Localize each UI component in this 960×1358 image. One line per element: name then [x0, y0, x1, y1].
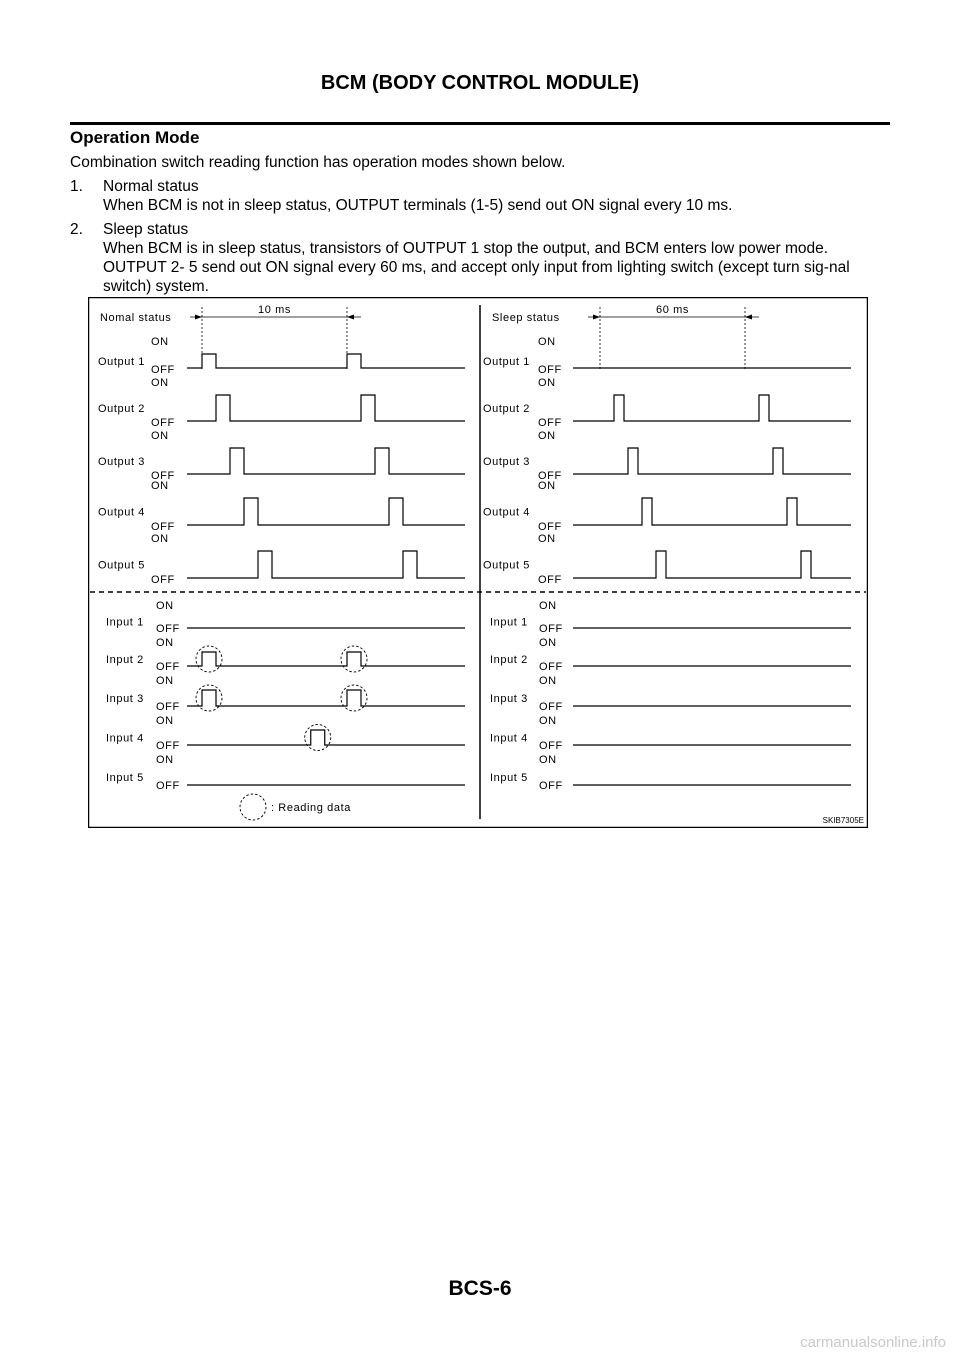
input-label: Input 4 — [490, 732, 528, 745]
off-label: OFF — [156, 740, 180, 752]
on-label: ON — [151, 480, 169, 492]
output-signal-waveform — [573, 448, 851, 474]
panel-title: Nomal status — [100, 312, 172, 324]
on-label: ON — [151, 336, 169, 348]
page-header-title: BCM (BODY CONTROL MODULE) — [320, 72, 640, 94]
on-label: ON — [156, 715, 174, 727]
interval-label: 60 ms — [656, 304, 689, 316]
legend-label: : Reading data — [271, 802, 351, 814]
input-label: Input 3 — [490, 693, 528, 705]
output-label: Output 3 — [483, 456, 530, 468]
off-label: OFF — [156, 661, 180, 673]
off-label: OFF — [539, 780, 563, 792]
figure-frame — [89, 298, 868, 828]
output-signal-waveform — [187, 354, 465, 368]
timing-diagram-figure — [88, 297, 868, 828]
off-label: OFF — [538, 417, 562, 429]
off-label: OFF — [539, 740, 563, 752]
output-signal-waveform — [573, 395, 851, 421]
on-label: ON — [539, 600, 557, 612]
input-signal-waveform — [187, 652, 465, 666]
reading-data-marker — [196, 646, 222, 672]
reading-data-marker — [305, 725, 331, 751]
list-item-description: When BCM is in sleep status, transistors of OUTPUT 1 stop the output, and BCM enters low power mode. OUTPUT 2- 5 send out ON signal every 60 ms, and accept only input from lighting switch (except turn sig-nal switch) system. — [103, 240, 850, 295]
input-label: Input 2 — [490, 654, 528, 666]
output-label: Output 4 — [98, 506, 145, 519]
off-label: OFF — [538, 470, 562, 482]
input-signal-waveform — [187, 690, 465, 706]
off-label: OFF — [156, 623, 180, 635]
on-label: ON — [538, 430, 556, 442]
off-label: OFF — [538, 364, 562, 376]
output-label: Output 1 — [98, 356, 145, 368]
list-item-title: Sleep status — [103, 221, 189, 238]
list-item-description: When BCM is not in sleep status, OUTPUT terminals (1-5) send out ON signal every 10 ms. — [103, 197, 733, 214]
off-label: OFF — [538, 574, 562, 586]
on-label: ON — [539, 637, 557, 649]
on-label: ON — [538, 336, 556, 348]
output-signal-waveform — [573, 551, 851, 578]
output-signal-waveform — [187, 498, 465, 525]
timing-diagram — [88, 297, 868, 828]
input-label: Input 5 — [490, 772, 528, 784]
off-label: OFF — [151, 417, 175, 429]
header-rule — [70, 122, 890, 125]
off-label: OFF — [539, 661, 563, 673]
on-label: ON — [538, 480, 556, 492]
on-label: ON — [156, 754, 174, 766]
legend-reading-data-icon — [240, 794, 266, 820]
output-label: Output 3 — [98, 456, 145, 468]
off-label: OFF — [151, 574, 175, 586]
on-label: ON — [539, 675, 557, 687]
on-label: ON — [156, 637, 174, 649]
list-item-number: 2. — [70, 221, 83, 238]
output-signal-waveform — [573, 498, 851, 525]
off-label: OFF — [538, 521, 562, 533]
on-label: ON — [156, 675, 174, 687]
output-signal-waveform — [187, 551, 465, 578]
output-signal-waveform — [187, 448, 465, 474]
off-label: OFF — [539, 623, 563, 635]
output-label: Output 2 — [98, 403, 145, 415]
input-label: Input 5 — [106, 772, 144, 784]
figure-code: SKIB7305E — [822, 816, 864, 825]
off-label: OFF — [151, 521, 175, 533]
output-label: Output 4 — [483, 506, 530, 519]
output-signal-waveform — [187, 395, 465, 421]
list-item-number: 1. — [70, 178, 83, 195]
off-label: OFF — [156, 701, 180, 713]
input-label: Input 1 — [490, 616, 528, 629]
interval-label: 10 ms — [258, 304, 291, 316]
section-intro: Combination switch reading function has operation modes shown below. — [70, 154, 566, 171]
input-label: Input 2 — [106, 654, 144, 666]
reading-data-marker — [196, 685, 222, 711]
on-label: ON — [538, 533, 556, 545]
on-label: ON — [151, 377, 169, 389]
section-title: Operation Mode — [70, 128, 200, 147]
input-label: Input 4 — [106, 732, 144, 745]
on-label: ON — [539, 715, 557, 727]
on-label: ON — [151, 430, 169, 442]
output-label: Output 5 — [98, 559, 145, 572]
off-label: OFF — [151, 470, 175, 482]
panel-title: Sleep status — [492, 312, 560, 324]
input-label: Input 3 — [106, 693, 144, 705]
on-label: ON — [156, 600, 174, 612]
reading-data-marker — [341, 685, 367, 711]
page-number: BCS-6 — [448, 1277, 512, 1300]
off-label: OFF — [539, 701, 563, 713]
off-label: OFF — [156, 780, 180, 792]
on-label: ON — [151, 533, 169, 545]
reading-data-marker — [341, 646, 367, 672]
on-label: ON — [539, 754, 557, 766]
off-label: OFF — [151, 364, 175, 376]
input-label: Input 1 — [106, 616, 144, 629]
input-signal-waveform — [187, 730, 465, 745]
output-label: Output 1 — [483, 356, 530, 368]
output-label: Output 2 — [483, 403, 530, 415]
on-label: ON — [538, 377, 556, 389]
watermark: carmanualsonline.info — [800, 1334, 946, 1351]
output-label: Output 5 — [483, 559, 530, 572]
list-item-title: Normal status — [103, 178, 199, 195]
